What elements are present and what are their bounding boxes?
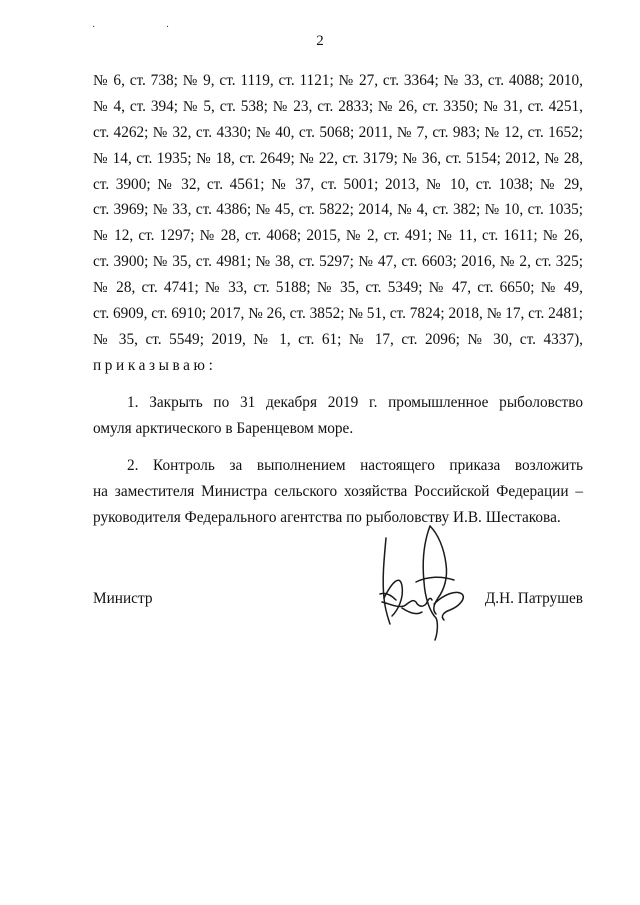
item-line: омуля арктического в Баренцевом море. bbox=[93, 419, 354, 437]
item-line: руководителя Федерального агентства по рыболовству И.В. Шестакова. bbox=[93, 508, 561, 526]
citation-line: № 14, ст. 1935; № 18, ст. 2649; № 22, ст. 3179; № 36, ст. 5154; 2012, № 28, bbox=[93, 149, 583, 167]
scan-marks: · · bbox=[92, 22, 204, 33]
citation-line: ст. 4262; № 32, ст. 4330; № 40, ст. 5068; 2011, № 7, ст. 983; № 12, ст. 1652; bbox=[93, 123, 583, 141]
legal-citations bbox=[93, 68, 583, 379]
item-line: 1. Закрыть по 31 декабря 2019 г. промышленное рыболовство bbox=[127, 393, 583, 411]
order-item-2 bbox=[93, 453, 583, 531]
citation-line: № 6, ст. 738; № 9, ст. 1119, ст. 1121; № 27, ст. 3364; № 33, ст. 4088; 2010, bbox=[93, 72, 583, 89]
handwritten-signature bbox=[372, 524, 470, 644]
item-line: на заместителя Министра сельского хозяйства Российской Федерации – bbox=[93, 482, 583, 500]
order-word: приказываю: bbox=[93, 356, 217, 374]
citation-line: ст. 3969; № 33, ст. 4386; № 45, ст. 5822; 2014, № 4, ст. 382; № 10, ст. 1035; bbox=[93, 201, 583, 219]
citation-line: ст. 3900; № 32, ст. 4561; № 37, ст. 5001; 2013, № 10, ст. 1038; № 29, bbox=[93, 175, 583, 193]
citation-line: № 28, ст. 4741; № 33, ст. 5188; № 35, ст. 5349; № 47, ст. 6650; № 49, bbox=[93, 279, 583, 297]
citation-line: № 12, ст. 1297; № 28, ст. 4068; 2015, № 2, ст. 491; № 11, ст. 1611; № 26, bbox=[93, 227, 583, 245]
citation-line: № 35, ст. 5549; 2019, № 1, ст. 61; № 17, ст. 2096; № 30, ст. 4337), bbox=[93, 330, 583, 348]
citation-line: ст. 3900; № 35, ст. 4981; № 38, ст. 5297; № 47, ст. 6603; 2016, № 2, ст. 325; bbox=[93, 253, 583, 271]
document-body bbox=[93, 68, 583, 531]
page-number: 2 bbox=[316, 33, 324, 49]
signature-block bbox=[93, 590, 583, 616]
item-line: 2. Контроль за выполнением настоящего приказа возложить bbox=[127, 456, 583, 474]
signatory-title: Министр bbox=[93, 590, 153, 607]
signatory-name: Д.Н. Патрушев bbox=[484, 590, 583, 607]
citation-line: ст. 6909, ст. 6910; 2017, № 26, ст. 3852; № 51, ст. 7824; 2018, № 17, ст. 2481; bbox=[93, 305, 583, 323]
order-item-1 bbox=[93, 390, 583, 442]
citation-line: № 4, ст. 394; № 5, ст. 538; № 23, ст. 2833; № 26, ст. 3350; № 31, ст. 4251, bbox=[93, 97, 583, 115]
